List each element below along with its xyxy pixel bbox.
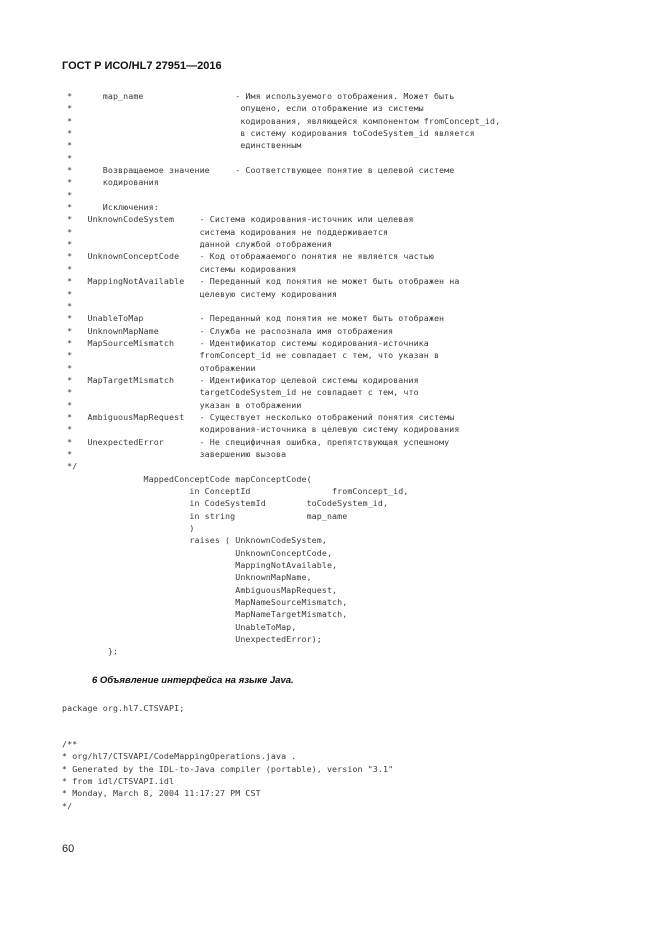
code-line: UnexpectedError); <box>62 634 322 645</box>
code-line: * в систему кодирования toCodeSystem_id является <box>62 128 475 139</box>
code-line: UnableToMap, <box>62 621 297 632</box>
code-line: */ <box>62 461 78 472</box>
document-header: ГОСТ Р ИСО/HL7 27951—2016 <box>62 60 222 72</box>
code-line: in CodeSystemId toCodeSystem_id, <box>62 498 389 509</box>
code-line: * UnknownConceptCode - Код отображаемого понятия не является частью <box>62 251 434 262</box>
code-line: * системы кодирования <box>62 263 297 274</box>
code-line: * UnableToMap - Переданный код понятия не может быть отображен <box>62 313 445 324</box>
code-line: * Monday, March 8, 2004 11:17:27 PM CST <box>62 788 261 799</box>
code-line: * кодирования <box>62 177 159 188</box>
code-line: * данной службой отображения <box>62 239 333 250</box>
code-line: in string map_name <box>62 510 348 521</box>
code-line: MappingNotAvailable, <box>62 560 338 571</box>
code-line: * fromConcept_id не совпадает с тем, что указан в <box>62 350 440 361</box>
code-line: AmbiguousMapRequest, <box>62 584 338 595</box>
code-line: * система кодирования не поддерживается <box>62 226 389 237</box>
code-line: * <box>62 189 73 200</box>
code-line: MapNameSourceMismatch, <box>62 597 348 608</box>
code-line: MapNameTargetMismatch, <box>62 609 348 620</box>
code-line: * org/hl7/CTSVAPI/CodeMappingOperations.java . <box>62 751 297 762</box>
code-line: * указан в отображении <box>62 399 302 410</box>
code-line: * UnexpectedError - Не специфичная ошибка, препятствующая успешному <box>62 436 450 447</box>
code-line: in ConceptId fromConcept_id, <box>62 486 409 496</box>
code-line: * кодирования, являющейся компонентом fromConcept_id, <box>62 115 501 126</box>
code-line: /** <box>62 739 78 749</box>
code-line: ) <box>62 523 195 534</box>
code-line: * MapSourceMismatch - Идентификатор системы кодирования-источника <box>62 337 429 348</box>
code-line: * UnknownMapName - Служба не распознала имя отображения <box>62 325 394 336</box>
code-line: * <box>62 300 73 311</box>
code-line: * завершению вызова <box>62 448 287 459</box>
code-line: * MapTargetMismatch - Идентификатор целевой системы кодирования <box>62 374 419 385</box>
code-line: * опущено, если отображение из системы <box>62 103 424 114</box>
code-line: * UnknownCodeSystem - Система кодирования-источник или целевая <box>62 214 414 225</box>
code-line: * targetCodeSystem_id не совпадает с тем, что <box>62 387 419 398</box>
code-line: * отображении <box>62 362 256 373</box>
code-line: * единственным <box>62 140 302 151</box>
code-line: UnknownMapName, <box>62 572 312 583</box>
code-line: }; <box>62 646 119 657</box>
code-line: * map_name - Имя используемого отображения. Может быть <box>62 91 455 101</box>
code-line: * Generated by the IDL-to-Java compiler (portable), version "3.1" <box>62 763 394 774</box>
code-block-idl <box>62 90 500 658</box>
code-line: * <box>62 152 73 163</box>
code-line: * Возвращаемое значение - Соответствующее понятие в целевой системе <box>62 165 455 176</box>
page-number: 60 <box>62 843 75 855</box>
code-line: * кодирования-источника в целевую систему кодирования <box>62 424 460 435</box>
code-package-line: package org.hl7.CTSVAPI; <box>62 703 185 713</box>
code-line: * Исключения: <box>62 202 159 213</box>
code-line: * целевую систему кодирования <box>62 288 338 299</box>
code-line: * AmbiguousMapRequest - Существует несколько отображений понятия системы <box>62 411 455 422</box>
section-heading: 6 Объявление интерфейса на языке Java. <box>92 675 294 686</box>
code-line: MappedConceptCode mapConceptCode( <box>62 473 312 484</box>
code-line: * MappingNotAvailable - Переданный код понятия не может быть отображен на <box>62 276 460 287</box>
code-line: UnknownConceptCode, <box>62 547 333 558</box>
code-line: raises ( UnknownCodeSystem, <box>62 535 327 546</box>
code-line: * from idl/CTSVAPI.idl <box>62 776 175 787</box>
code-line: */ <box>62 800 73 811</box>
code-block-java-comment <box>62 738 393 812</box>
